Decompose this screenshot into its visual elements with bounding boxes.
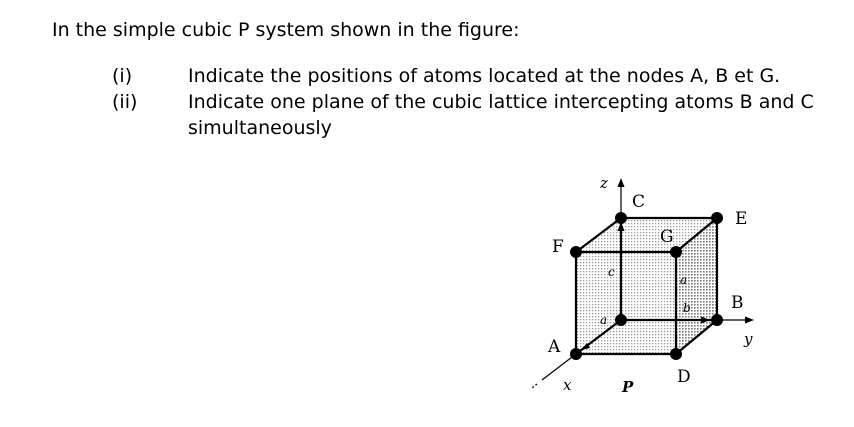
question-intro: In the simple cubic P system shown in the figure: (52, 19, 520, 41)
lattice-caption: P (622, 378, 634, 396)
atom-G (670, 246, 682, 258)
cubic-lattice-figure (520, 160, 770, 400)
node-label-B: B (731, 293, 744, 313)
axis-label-x: x (563, 376, 572, 394)
edge-label-a-right: a (680, 273, 688, 287)
node-label-C: C (632, 192, 646, 212)
atom-B (711, 314, 723, 326)
node-label-F: F (552, 237, 564, 257)
axis-label-y: y (744, 330, 753, 348)
node-label-D: D (677, 367, 691, 387)
atom-A (570, 348, 582, 360)
node-label-E: E (735, 209, 748, 229)
front-face (576, 252, 676, 354)
atom-E (711, 212, 723, 224)
item-number-ii: (ii) (112, 91, 138, 113)
atom-D (670, 348, 682, 360)
atom-F (570, 246, 582, 258)
node-label-G: G (660, 227, 674, 247)
edge-label-c: c (608, 265, 615, 279)
edge-label-a-front: a (600, 313, 608, 327)
atom-origin (615, 314, 627, 326)
edge-label-b: b (683, 301, 691, 315)
item-text-i: Indicate the positions of atoms located at the nodes A, B et G. (188, 65, 781, 87)
node-label-A: A (548, 337, 561, 357)
item-text-ii-line1: Indicate one plane of the cubic lattice intercepting atoms B and C (188, 91, 814, 113)
atom-C (615, 212, 627, 224)
item-number-i: (i) (112, 65, 133, 87)
axis-label-z: z (600, 174, 608, 192)
item-text-ii-line2: simultaneously (188, 117, 332, 139)
